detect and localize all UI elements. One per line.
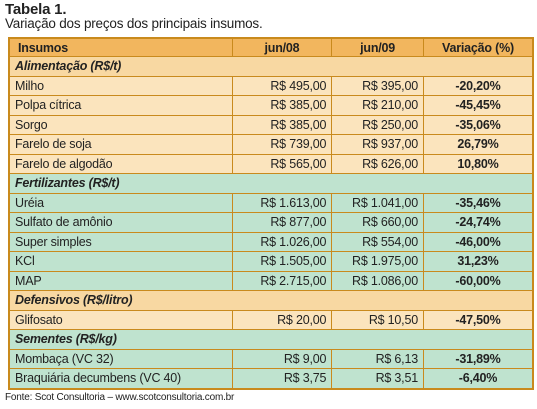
cell-insumo: Braquiária decumbens (VC 40) bbox=[9, 369, 232, 389]
cell-variacao: 31,23% bbox=[423, 252, 533, 272]
cell-insumo: Milho bbox=[9, 76, 232, 96]
cell-insumo: MAP bbox=[9, 271, 232, 291]
cell-variacao: -47,50% bbox=[423, 310, 533, 330]
cell-jun09: R$ 10,50 bbox=[332, 310, 424, 330]
header-jun08: jun/08 bbox=[232, 38, 332, 57]
cell-insumo: Sulfato de amônio bbox=[9, 213, 232, 233]
cell-jun08: R$ 1.026,00 bbox=[232, 232, 332, 252]
table-row bbox=[9, 349, 533, 369]
cell-jun08: R$ 20,00 bbox=[232, 310, 332, 330]
price-table bbox=[8, 37, 534, 390]
cell-variacao: -46,00% bbox=[423, 232, 533, 252]
cell-variacao: -24,74% bbox=[423, 213, 533, 233]
cell-jun08: R$ 739,00 bbox=[232, 135, 332, 155]
table-row bbox=[9, 252, 533, 272]
cell-variacao: -20,20% bbox=[423, 76, 533, 96]
table-title: Tabela 1. bbox=[5, 1, 67, 18]
table-row bbox=[9, 135, 533, 155]
section-row bbox=[9, 291, 533, 311]
cell-jun08: R$ 2.715,00 bbox=[232, 271, 332, 291]
cell-variacao: -31,89% bbox=[423, 349, 533, 369]
section-label: Fertilizantes (R$/t) bbox=[9, 174, 533, 194]
table-row bbox=[9, 310, 533, 330]
table-row bbox=[9, 154, 533, 174]
table-row bbox=[9, 96, 533, 116]
header-jun09: jun/09 bbox=[332, 38, 424, 57]
cell-insumo: Uréia bbox=[9, 193, 232, 213]
cell-jun09: R$ 210,00 bbox=[332, 96, 424, 116]
cell-insumo: Polpa cítrica bbox=[9, 96, 232, 116]
cell-jun08: R$ 495,00 bbox=[232, 76, 332, 96]
cell-jun09: R$ 1.975,00 bbox=[332, 252, 424, 272]
cell-variacao: 26,79% bbox=[423, 135, 533, 155]
cell-insumo: Glifosato bbox=[9, 310, 232, 330]
cell-jun09: R$ 250,00 bbox=[332, 115, 424, 135]
table-header bbox=[9, 38, 533, 57]
cell-jun08: R$ 9,00 bbox=[232, 349, 332, 369]
cell-jun08: R$ 565,00 bbox=[232, 154, 332, 174]
cell-jun09: R$ 395,00 bbox=[332, 76, 424, 96]
section-label: Defensivos (R$/litro) bbox=[9, 291, 533, 311]
cell-variacao: -35,06% bbox=[423, 115, 533, 135]
cell-variacao: -6,40% bbox=[423, 369, 533, 389]
cell-jun09: R$ 1.041,00 bbox=[332, 193, 424, 213]
cell-jun08: R$ 385,00 bbox=[232, 115, 332, 135]
section-row bbox=[9, 174, 533, 194]
cell-insumo: KCl bbox=[9, 252, 232, 272]
cell-variacao: -45,45% bbox=[423, 96, 533, 116]
cell-jun08: R$ 3,75 bbox=[232, 369, 332, 389]
header-row bbox=[9, 38, 533, 57]
cell-insumo: Super simples bbox=[9, 232, 232, 252]
table-body bbox=[9, 57, 533, 389]
cell-insumo: Mombaça (VC 32) bbox=[9, 349, 232, 369]
table-row bbox=[9, 369, 533, 389]
cell-jun08: R$ 1.505,00 bbox=[232, 252, 332, 272]
cell-jun09: R$ 1.086,00 bbox=[332, 271, 424, 291]
source-note: Fonte: Scot Consultoria – www.scotconsultoria.com.br bbox=[5, 392, 235, 403]
table-row bbox=[9, 193, 533, 213]
table-row bbox=[9, 271, 533, 291]
table-row bbox=[9, 115, 533, 135]
cell-jun08: R$ 1.613,00 bbox=[232, 193, 332, 213]
cell-jun09: R$ 6,13 bbox=[332, 349, 424, 369]
cell-variacao: -35,46% bbox=[423, 193, 533, 213]
section-label: Sementes (R$/kg) bbox=[9, 330, 533, 350]
cell-insumo: Farelo de algodão bbox=[9, 154, 232, 174]
cell-insumo: Sorgo bbox=[9, 115, 232, 135]
cell-jun09: R$ 554,00 bbox=[332, 232, 424, 252]
cell-jun09: R$ 626,00 bbox=[332, 154, 424, 174]
table-row bbox=[9, 213, 533, 233]
cell-variacao: -60,00% bbox=[423, 271, 533, 291]
cell-jun08: R$ 877,00 bbox=[232, 213, 332, 233]
cell-variacao: 10,80% bbox=[423, 154, 533, 174]
section-row bbox=[9, 57, 533, 77]
cell-insumo: Farelo de soja bbox=[9, 135, 232, 155]
cell-jun09: R$ 660,00 bbox=[332, 213, 424, 233]
table-row bbox=[9, 76, 533, 96]
cell-jun09: R$ 937,00 bbox=[332, 135, 424, 155]
header-insumos: Insumos bbox=[9, 38, 232, 57]
cell-jun09: R$ 3,51 bbox=[332, 369, 424, 389]
table-subtitle: Variação dos preços dos principais insumos. bbox=[5, 16, 263, 31]
table-row bbox=[9, 232, 533, 252]
section-label: Alimentação (R$/t) bbox=[9, 57, 533, 77]
section-row bbox=[9, 330, 533, 350]
cell-jun08: R$ 385,00 bbox=[232, 96, 332, 116]
header-variacao: Variação (%) bbox=[423, 38, 533, 57]
